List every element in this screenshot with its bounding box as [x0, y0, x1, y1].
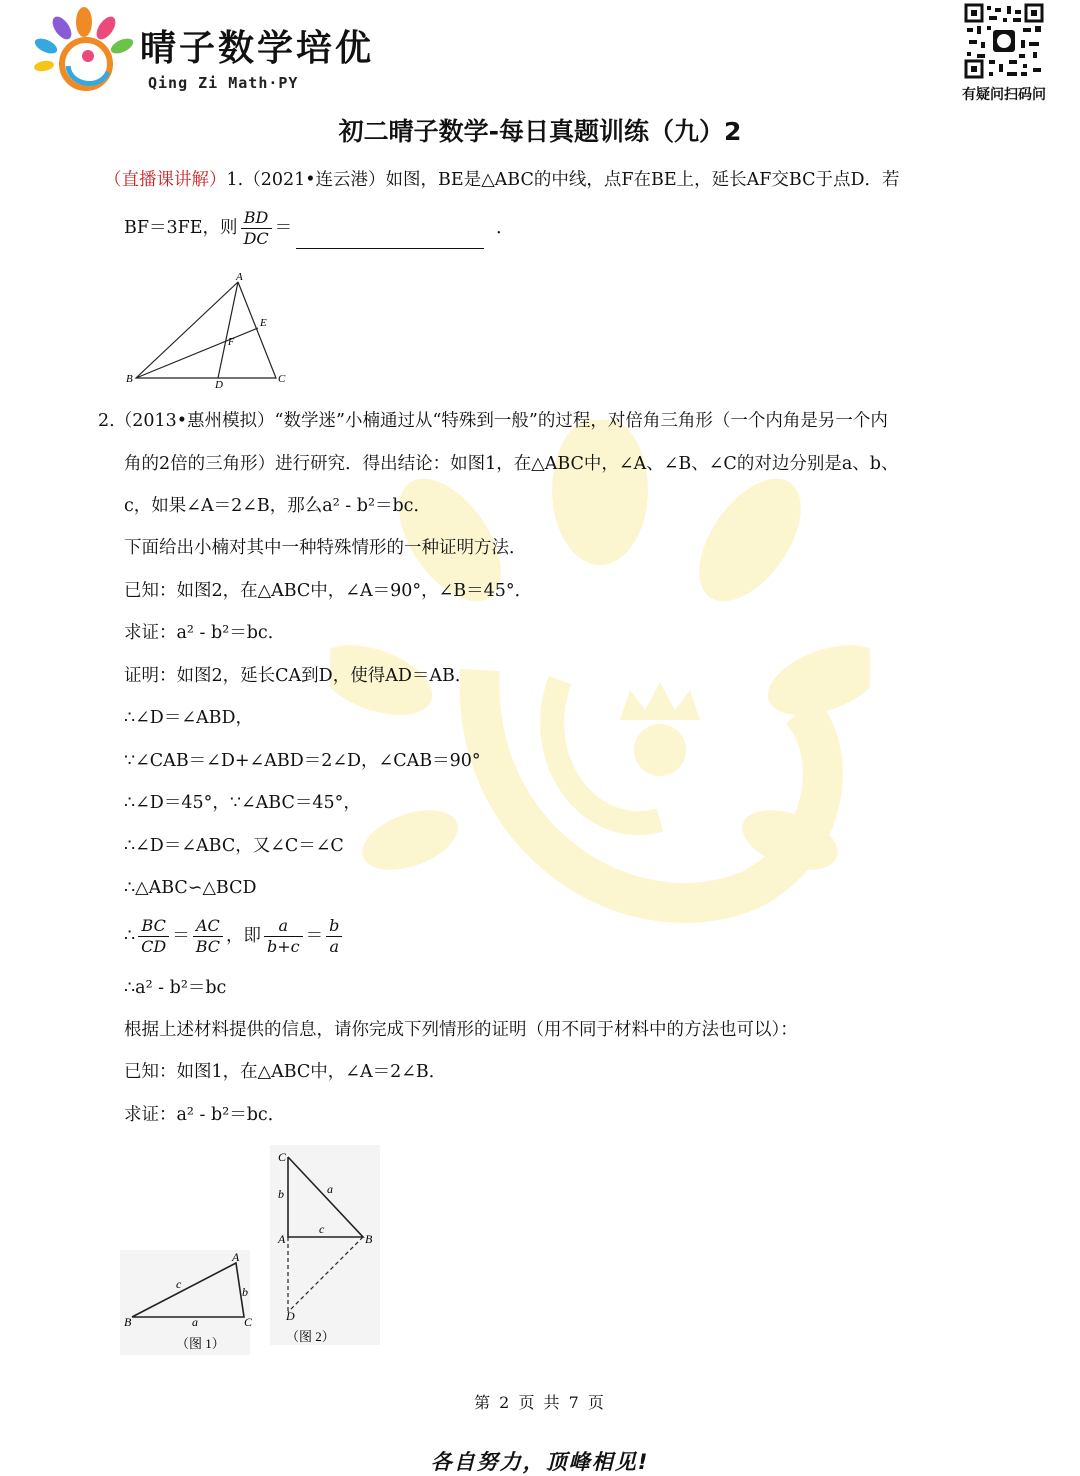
fraction-bc-cd	[138, 916, 169, 957]
fig1-label-a-vertex: A	[232, 1250, 240, 1264]
question-2-line-7: 证明：如图2，延长CA到D，使得AD＝AB．	[124, 666, 473, 686]
live-lecture-tag: （直播课讲解）	[104, 170, 227, 190]
question-1-text: 1.（2021•连云港）如图，BE是△ABC的中线，点F在BE上，延长AF交BC于点D．若	[226, 170, 900, 190]
question-1-figure	[120, 268, 295, 390]
qr-caption: 有疑问扫码问	[962, 87, 1046, 103]
label-e: E	[260, 317, 267, 329]
brand-name-en: Qing Zi Math·PY	[148, 74, 299, 92]
fraction-numerator: BC	[138, 916, 169, 937]
question-2-line-8: ∴∠D＝∠ABD，	[124, 708, 254, 728]
equals-sign: ＝	[172, 926, 190, 946]
fig2-label-a-vertex: A	[278, 1232, 286, 1246]
fig1-caption: （图 1）	[176, 1336, 225, 1351]
question-2-line-4: 下面给出小楠对其中一种特殊情形的一种证明方法．	[124, 538, 527, 558]
label-b: B	[126, 373, 133, 385]
question-1-line-2	[124, 208, 514, 249]
fig1-side-b: b	[242, 1285, 248, 1299]
label-c: C	[278, 373, 286, 385]
equals-sign: ＝	[274, 218, 293, 238]
fraction-denominator: BC	[195, 937, 221, 956]
fig1-side-c: c	[176, 1277, 182, 1291]
question-2-line-5: 已知：如图2，在△ABC中，∠A＝90°，∠B＝45°．	[124, 581, 533, 601]
therefore-sign: ∴	[124, 926, 136, 946]
question-2-line-11: ∴∠D＝∠ABC，又∠C＝∠C	[124, 836, 344, 856]
question-1-given: BF＝3FE，则	[124, 218, 238, 238]
sentence-end: ．	[496, 218, 514, 238]
qr-code-icon[interactable]	[963, 2, 1045, 80]
brand-logo	[30, 6, 380, 102]
fraction-bd-dc	[241, 208, 272, 249]
question-2-line-6: 求证：a² - b²＝bc．	[124, 623, 286, 643]
label-a: A	[236, 271, 243, 283]
fig2-side-c: c	[319, 1222, 325, 1236]
namely-text: ，即	[226, 926, 262, 946]
question-2-line-16: 求证：a² - b²＝bc．	[124, 1105, 286, 1125]
label-d: D	[215, 379, 223, 390]
fig2-side-a: a	[327, 1182, 333, 1196]
page-title: 初二晴子数学-每日真题训练（九）2	[338, 117, 742, 146]
question-2-line-1: 2.（2013•惠州模拟）“数学迷”小楠通过从“特殊到一般”的过程，对倍角三角形（一个内角是另一个内	[98, 411, 888, 431]
equals-sign: ＝	[305, 926, 324, 946]
question-2-line-15: 已知：如图1，在△ABC中，∠A＝2∠B．	[124, 1062, 447, 1082]
fraction-denominator: DC	[243, 229, 269, 248]
question-1-line-1	[104, 168, 900, 192]
fraction-numerator: b	[326, 916, 342, 937]
question-2-line-13: ∴a² - b²＝bc	[124, 978, 227, 998]
fraction-numerator: AC	[193, 916, 223, 937]
fig2-label-b-vertex: B	[365, 1232, 373, 1246]
answer-blank[interactable]	[296, 230, 484, 249]
fig1-side-a: a	[192, 1315, 198, 1329]
fraction-ac-bc	[193, 916, 223, 957]
fraction-numerator: a	[264, 916, 303, 937]
question-2-fraction-line	[124, 916, 345, 957]
fraction-numerator: BD	[241, 208, 272, 229]
sun-logo-icon	[30, 6, 138, 102]
question-2-line-14: 根据上述材料提供的信息，请你完成下列情形的证明（用不同于材料中的方法也可以）：	[124, 1020, 798, 1040]
footer-slogan: 各自努力，顶峰相见!	[430, 1450, 650, 1474]
question-2-line-10: ∴∠D＝45°，∵∠ABC＝45°，	[124, 793, 361, 813]
question-2-figures	[120, 1145, 380, 1360]
fraction-denominator: a	[329, 937, 340, 956]
question-2-line-2: 角的2倍的三角形）进行研究．得出结论：如图1，在△ABC中，∠A、∠B、∠C的对边分别是a、b、	[124, 454, 899, 474]
question-2-line-9: ∵∠CAB＝∠D+∠ABD＝2∠D，∠CAB＝90°	[124, 751, 481, 771]
page-number: 第 2 页 共 7 页	[474, 1393, 606, 1412]
fraction-a-bplusc	[264, 916, 303, 957]
brand-name-cn: 晴子数学培优	[140, 28, 375, 69]
fig2-label-c-vertex: C	[278, 1150, 287, 1164]
fig2-caption: （图 2）	[286, 1329, 335, 1344]
fraction-denominator: b+c	[267, 937, 300, 956]
fig2-label-d-vertex: D	[286, 1309, 295, 1323]
fraction-denominator: CD	[141, 937, 167, 956]
fraction-b-a	[326, 916, 342, 957]
question-2-line-12: ∴△ABC∽△BCD	[124, 878, 257, 898]
fig2-side-b: b	[278, 1187, 284, 1201]
fig1-label-b-vertex: B	[124, 1315, 132, 1329]
fig1-label-c-vertex: C	[244, 1315, 253, 1329]
question-2-line-3: c，如果∠A＝2∠B，那么a² - b²＝bc．	[124, 496, 431, 516]
label-f: F	[228, 337, 235, 348]
